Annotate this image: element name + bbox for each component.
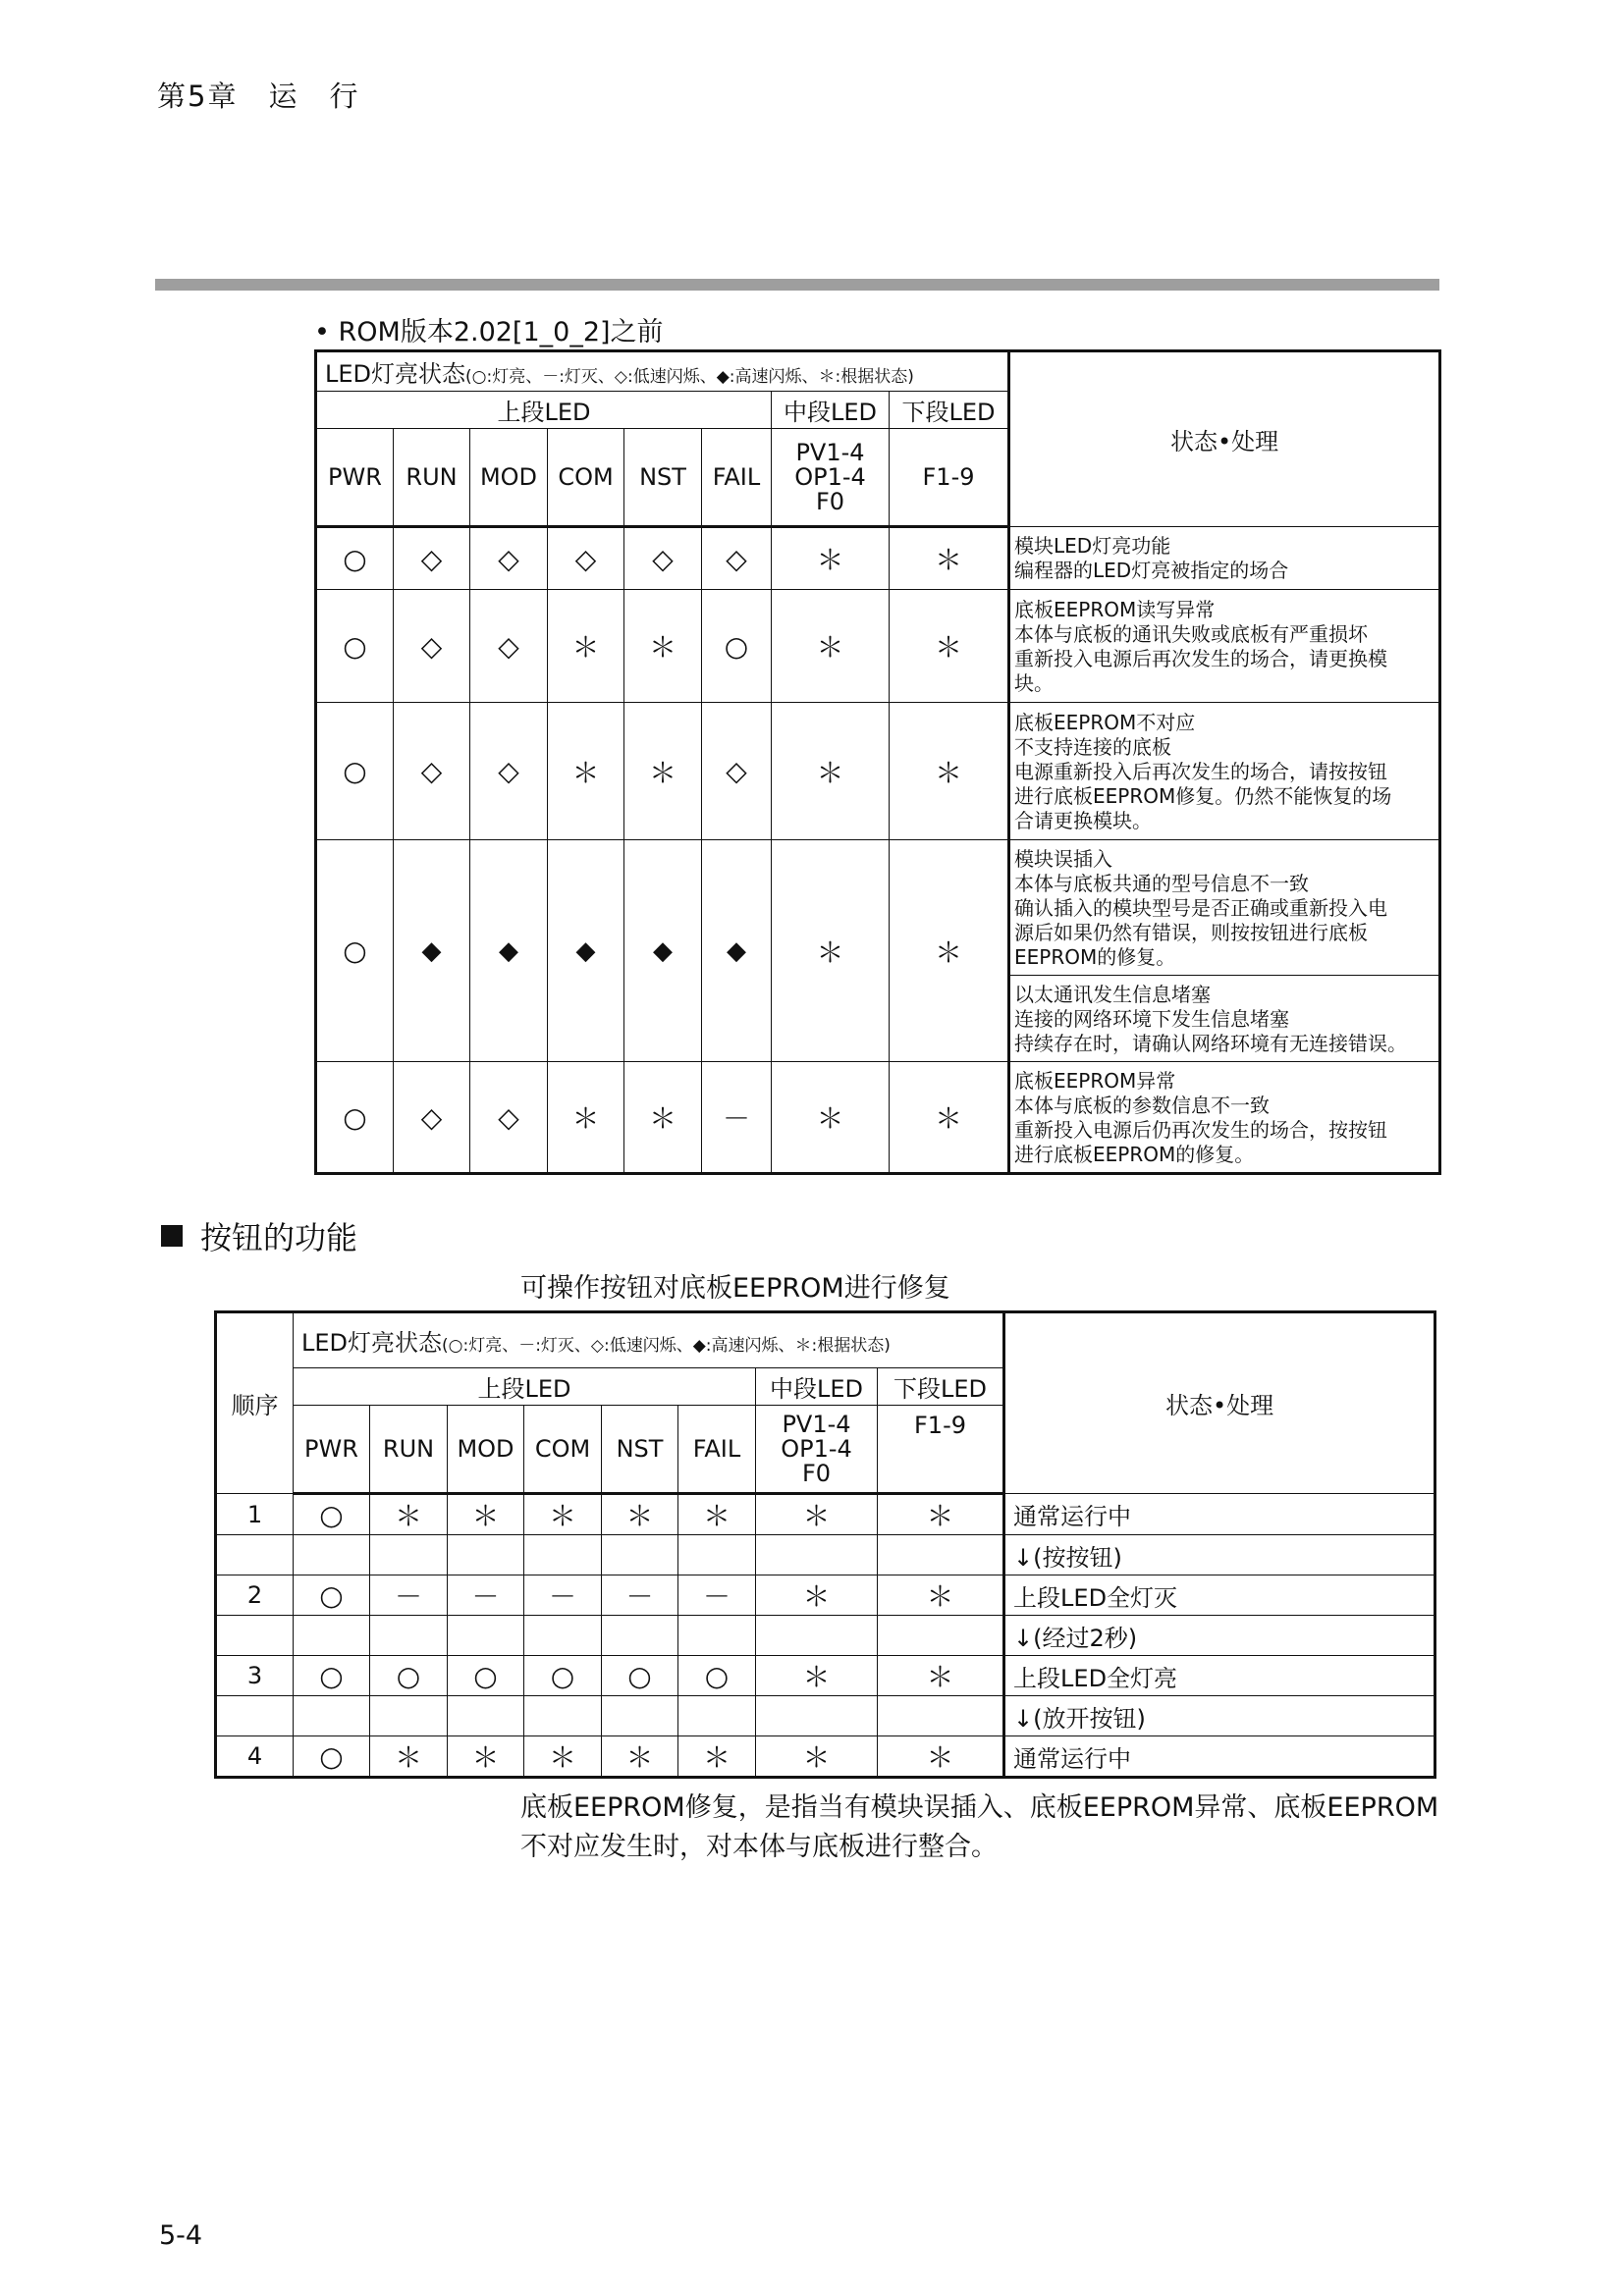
upper-led-group: 上段LED	[316, 392, 772, 429]
desc-line: 模块误插入	[1014, 846, 1113, 871]
led-cell: ＊	[448, 1494, 524, 1535]
col-fail: FAIL	[678, 1406, 756, 1494]
led-cell	[448, 1696, 524, 1736]
legend-row	[294, 1312, 1004, 1368]
led-cell	[370, 1535, 448, 1575]
led-cell: ＊	[772, 703, 890, 840]
desc-line: 源后如果仍然有错误，则按按钮进行底板	[1014, 920, 1369, 944]
col-run: RUN	[394, 429, 470, 527]
led-cell: ＊	[890, 840, 1009, 1062]
led-cell	[294, 1696, 370, 1736]
button-function-table	[214, 1310, 1436, 1779]
led-cell	[678, 1696, 756, 1736]
desc-line: 底板EEPROM读写异常	[1014, 597, 1216, 621]
led-cell	[678, 1616, 756, 1656]
col-middle-line: PV1-4	[782, 1410, 851, 1438]
led-cell: ○	[702, 590, 772, 703]
state-desc: 上段LED全灯灭	[1004, 1575, 1435, 1616]
led-status-table	[314, 349, 1441, 1175]
led-cell: ◇	[394, 527, 470, 590]
led-cell: ＊	[524, 1736, 602, 1778]
table-row	[216, 1535, 1435, 1575]
table-row	[316, 527, 1440, 590]
state-desc	[1009, 840, 1440, 976]
led-cell	[448, 1535, 524, 1575]
desc-line: 连接的网络环境下发生信息堵塞	[1014, 1006, 1290, 1031]
section-title-text: 按钮的功能	[200, 1219, 358, 1256]
led-cell: ＊	[624, 703, 702, 840]
col-com: COM	[524, 1406, 602, 1494]
table-row	[316, 840, 1440, 976]
legend-title: LED灯亮状态	[325, 360, 466, 388]
led-cell: ＊	[678, 1494, 756, 1535]
desc-line: 重新投入电源后仍再次发生的场合，按按钮	[1014, 1117, 1388, 1142]
state-header: 状态•处理	[1009, 351, 1440, 527]
led-cell: ○	[524, 1656, 602, 1696]
led-cell: ◇	[702, 703, 772, 840]
led-cell: ○	[316, 1062, 394, 1174]
led-cell: ○	[294, 1494, 370, 1535]
order-cell: 4	[216, 1736, 294, 1778]
desc-line: 编程器的LED灯亮被指定的场合	[1014, 559, 1289, 582]
led-cell: ◆	[470, 840, 548, 1062]
table1-title: • ROM版本2.02[1_0_2]之前	[314, 317, 664, 347]
state-desc: ↓(经过2秒)	[1004, 1616, 1435, 1656]
col-middle	[756, 1406, 878, 1494]
desc-line: 进行底板EEPROM的修复。	[1014, 1142, 1255, 1166]
led-cell	[370, 1616, 448, 1656]
col-middle-line: F0	[815, 487, 845, 515]
table-row	[216, 1494, 1435, 1535]
col-middle	[772, 429, 890, 527]
desc-line: 本体与底板的参数信息不一致	[1014, 1093, 1271, 1117]
led-cell: ＊	[772, 840, 890, 1062]
table-row	[316, 590, 1440, 703]
page-number: 5-4	[159, 2220, 203, 2251]
led-cell: －	[678, 1575, 756, 1616]
middle-led-group: 中段LED	[756, 1368, 878, 1406]
led-cell: ＊	[678, 1736, 756, 1778]
led-cell: ○	[294, 1736, 370, 1778]
order-cell: 3	[216, 1656, 294, 1696]
legend-title: LED灯亮状态	[301, 1329, 443, 1357]
led-cell: ＊	[878, 1494, 1004, 1535]
order-cell	[216, 1616, 294, 1656]
state-desc	[1009, 703, 1440, 840]
desc-line: 合请更换模块。	[1014, 808, 1153, 832]
col-com: COM	[548, 429, 624, 527]
led-cell: ○	[370, 1656, 448, 1696]
led-cell: ○	[316, 840, 394, 1062]
repair-note: 底板EEPROM修复，是指当有模块误插入、底板EEPROM异常、底板EEPROM不对应发生时，对本体与底板进行整合。	[520, 1792, 1439, 1862]
col-mod: MOD	[448, 1406, 524, 1494]
state-desc	[1009, 976, 1440, 1062]
order-cell	[216, 1535, 294, 1575]
desc-line: 块。	[1014, 670, 1055, 695]
led-cell	[294, 1535, 370, 1575]
order-cell: 1	[216, 1494, 294, 1535]
state-desc	[1009, 1062, 1440, 1174]
led-cell: ◇	[548, 527, 624, 590]
led-cell: ＊	[878, 1656, 1004, 1696]
square-bullet-icon	[161, 1225, 183, 1247]
led-cell: ＊	[524, 1494, 602, 1535]
led-cell: ◆	[548, 840, 624, 1062]
desc-line: 以太通讯发生信息堵塞	[1014, 982, 1212, 1006]
led-cell: ＊	[772, 1062, 890, 1174]
led-cell: －	[448, 1575, 524, 1616]
led-cell: ＊	[624, 1062, 702, 1174]
led-cell: ◆	[702, 840, 772, 1062]
state-desc: 通常运行中	[1004, 1736, 1435, 1778]
legend-row	[316, 351, 1009, 392]
led-cell: ＊	[602, 1736, 678, 1778]
table-row	[216, 1616, 1435, 1656]
lower-led-group: 下段LED	[890, 392, 1009, 429]
col-nst: NST	[624, 429, 702, 527]
led-cell: ◇	[394, 1062, 470, 1174]
led-cell: ＊	[878, 1736, 1004, 1778]
col-pwr: PWR	[316, 429, 394, 527]
table-row	[316, 703, 1440, 840]
col-mod: MOD	[470, 429, 548, 527]
desc-line: 重新投入电源后再次发生的场合，请更换模	[1014, 646, 1388, 670]
led-cell	[370, 1696, 448, 1736]
led-cell: ○	[316, 703, 394, 840]
led-cell	[524, 1535, 602, 1575]
state-desc	[1009, 590, 1440, 703]
state-desc: ↓(放开按钮)	[1004, 1696, 1435, 1736]
led-cell: －	[370, 1575, 448, 1616]
led-cell	[602, 1696, 678, 1736]
led-cell: ◇	[470, 527, 548, 590]
led-cell	[878, 1616, 1004, 1656]
col-run: RUN	[370, 1406, 448, 1494]
led-cell: ○	[678, 1656, 756, 1696]
led-cell: ＊	[548, 590, 624, 703]
led-cell: ◇	[394, 703, 470, 840]
section-title	[161, 1213, 357, 1258]
led-cell	[294, 1616, 370, 1656]
header-rule	[155, 279, 1439, 291]
led-cell: ＊	[548, 1062, 624, 1174]
order-cell	[216, 1696, 294, 1736]
col-middle-line: OP1-4	[781, 1434, 852, 1463]
led-cell: －	[524, 1575, 602, 1616]
desc-line: 进行底板EEPROM修复。仍然不能恢复的场	[1014, 783, 1392, 808]
led-cell: ◇	[470, 590, 548, 703]
led-cell: ＊	[890, 527, 1009, 590]
led-cell	[878, 1696, 1004, 1736]
led-cell: ＊	[772, 527, 890, 590]
table-row	[216, 1575, 1435, 1616]
led-cell: ◇	[702, 527, 772, 590]
desc-line: 电源重新投入后再次发生的场合，请按按钮	[1014, 759, 1388, 783]
upper-led-group: 上段LED	[294, 1368, 756, 1406]
led-cell: ＊	[756, 1736, 878, 1778]
led-cell: ○	[602, 1656, 678, 1696]
led-cell: ◇	[624, 527, 702, 590]
col-lower: F1-9	[890, 429, 1009, 527]
table-row	[216, 1696, 1435, 1736]
desc-line: 模块LED灯亮功能	[1014, 534, 1171, 558]
col-middle-line: PV1-4	[795, 438, 865, 466]
state-desc: ↓(按按钮)	[1004, 1535, 1435, 1575]
led-cell: ○	[316, 590, 394, 703]
desc-line: 底板EEPROM不对应	[1014, 710, 1196, 734]
led-cell: ＊	[890, 590, 1009, 703]
led-cell	[602, 1616, 678, 1656]
lower-led-group: 下段LED	[878, 1368, 1004, 1406]
led-cell: ＊	[548, 703, 624, 840]
order-cell: 2	[216, 1575, 294, 1616]
led-cell	[756, 1696, 878, 1736]
order-header: 顺序	[216, 1312, 294, 1494]
led-cell: ○	[448, 1656, 524, 1696]
table-row	[316, 1062, 1440, 1174]
legend-detail: (○:灯亮、－:灯灭、◇:低速闪烁、◆:高速闪烁、＊:根据状态)	[465, 367, 914, 387]
led-cell: ◇	[470, 703, 548, 840]
led-cell: ＊	[448, 1736, 524, 1778]
led-cell: ＊	[772, 590, 890, 703]
led-cell	[448, 1616, 524, 1656]
led-cell	[756, 1616, 878, 1656]
led-cell	[524, 1696, 602, 1736]
legend-detail: (○:灯亮、－:灯灭、◇:低速闪烁、◆:高速闪烁、＊:根据状态)	[442, 1336, 891, 1356]
state-desc: 上段LED全灯亮	[1004, 1656, 1435, 1696]
state-desc	[1009, 527, 1440, 590]
led-cell	[878, 1535, 1004, 1575]
col-middle-line: OP1-4	[794, 462, 866, 491]
led-cell: －	[702, 1062, 772, 1174]
col-nst: NST	[602, 1406, 678, 1494]
desc-line: 底板EEPROM异常	[1014, 1068, 1176, 1093]
table-row	[216, 1656, 1435, 1696]
desc-line: EEPROM的修复。	[1014, 944, 1176, 969]
col-fail: FAIL	[702, 429, 772, 527]
desc-line: 持续存在时，请确认网络环境有无连接错误。	[1014, 1031, 1408, 1055]
led-cell: ○	[316, 527, 394, 590]
led-cell: ＊	[624, 590, 702, 703]
col-pwr: PWR	[294, 1406, 370, 1494]
led-cell: ＊	[878, 1575, 1004, 1616]
led-cell: －	[602, 1575, 678, 1616]
col-lower: F1-9	[878, 1406, 1004, 1494]
desc-line: 确认插入的模块型号是否正确或重新投入电	[1014, 895, 1388, 920]
chapter-header: 第5章 运 行	[157, 80, 360, 113]
led-cell: ◇	[394, 590, 470, 703]
led-cell: ◆	[624, 840, 702, 1062]
led-cell: ＊	[602, 1494, 678, 1535]
col-middle-line: F0	[801, 1459, 832, 1487]
led-cell	[678, 1535, 756, 1575]
led-cell: ＊	[890, 703, 1009, 840]
led-cell	[756, 1535, 878, 1575]
table-row	[216, 1736, 1435, 1778]
desc-line: 不支持连接的底板	[1014, 734, 1172, 759]
section-subtitle: 可操作按钮对底板EEPROM进行修复	[520, 1273, 950, 1304]
led-cell: ◆	[394, 840, 470, 1062]
desc-line: 本体与底板的通讯失败或底板有严重损坏	[1014, 621, 1369, 646]
led-cell: ＊	[756, 1656, 878, 1696]
led-cell: ＊	[756, 1494, 878, 1535]
desc-line: 本体与底板共通的型号信息不一致	[1014, 871, 1310, 895]
led-cell: ＊	[756, 1575, 878, 1616]
state-header: 状态•处理	[1004, 1312, 1435, 1494]
led-cell: ＊	[370, 1494, 448, 1535]
led-cell: ＊	[890, 1062, 1009, 1174]
led-cell	[602, 1535, 678, 1575]
led-cell: ○	[294, 1656, 370, 1696]
middle-led-group: 中段LED	[772, 392, 890, 429]
led-cell: ○	[294, 1575, 370, 1616]
led-cell: ◇	[470, 1062, 548, 1174]
led-cell: ＊	[370, 1736, 448, 1778]
state-desc: 通常运行中	[1004, 1494, 1435, 1535]
led-cell	[524, 1616, 602, 1656]
